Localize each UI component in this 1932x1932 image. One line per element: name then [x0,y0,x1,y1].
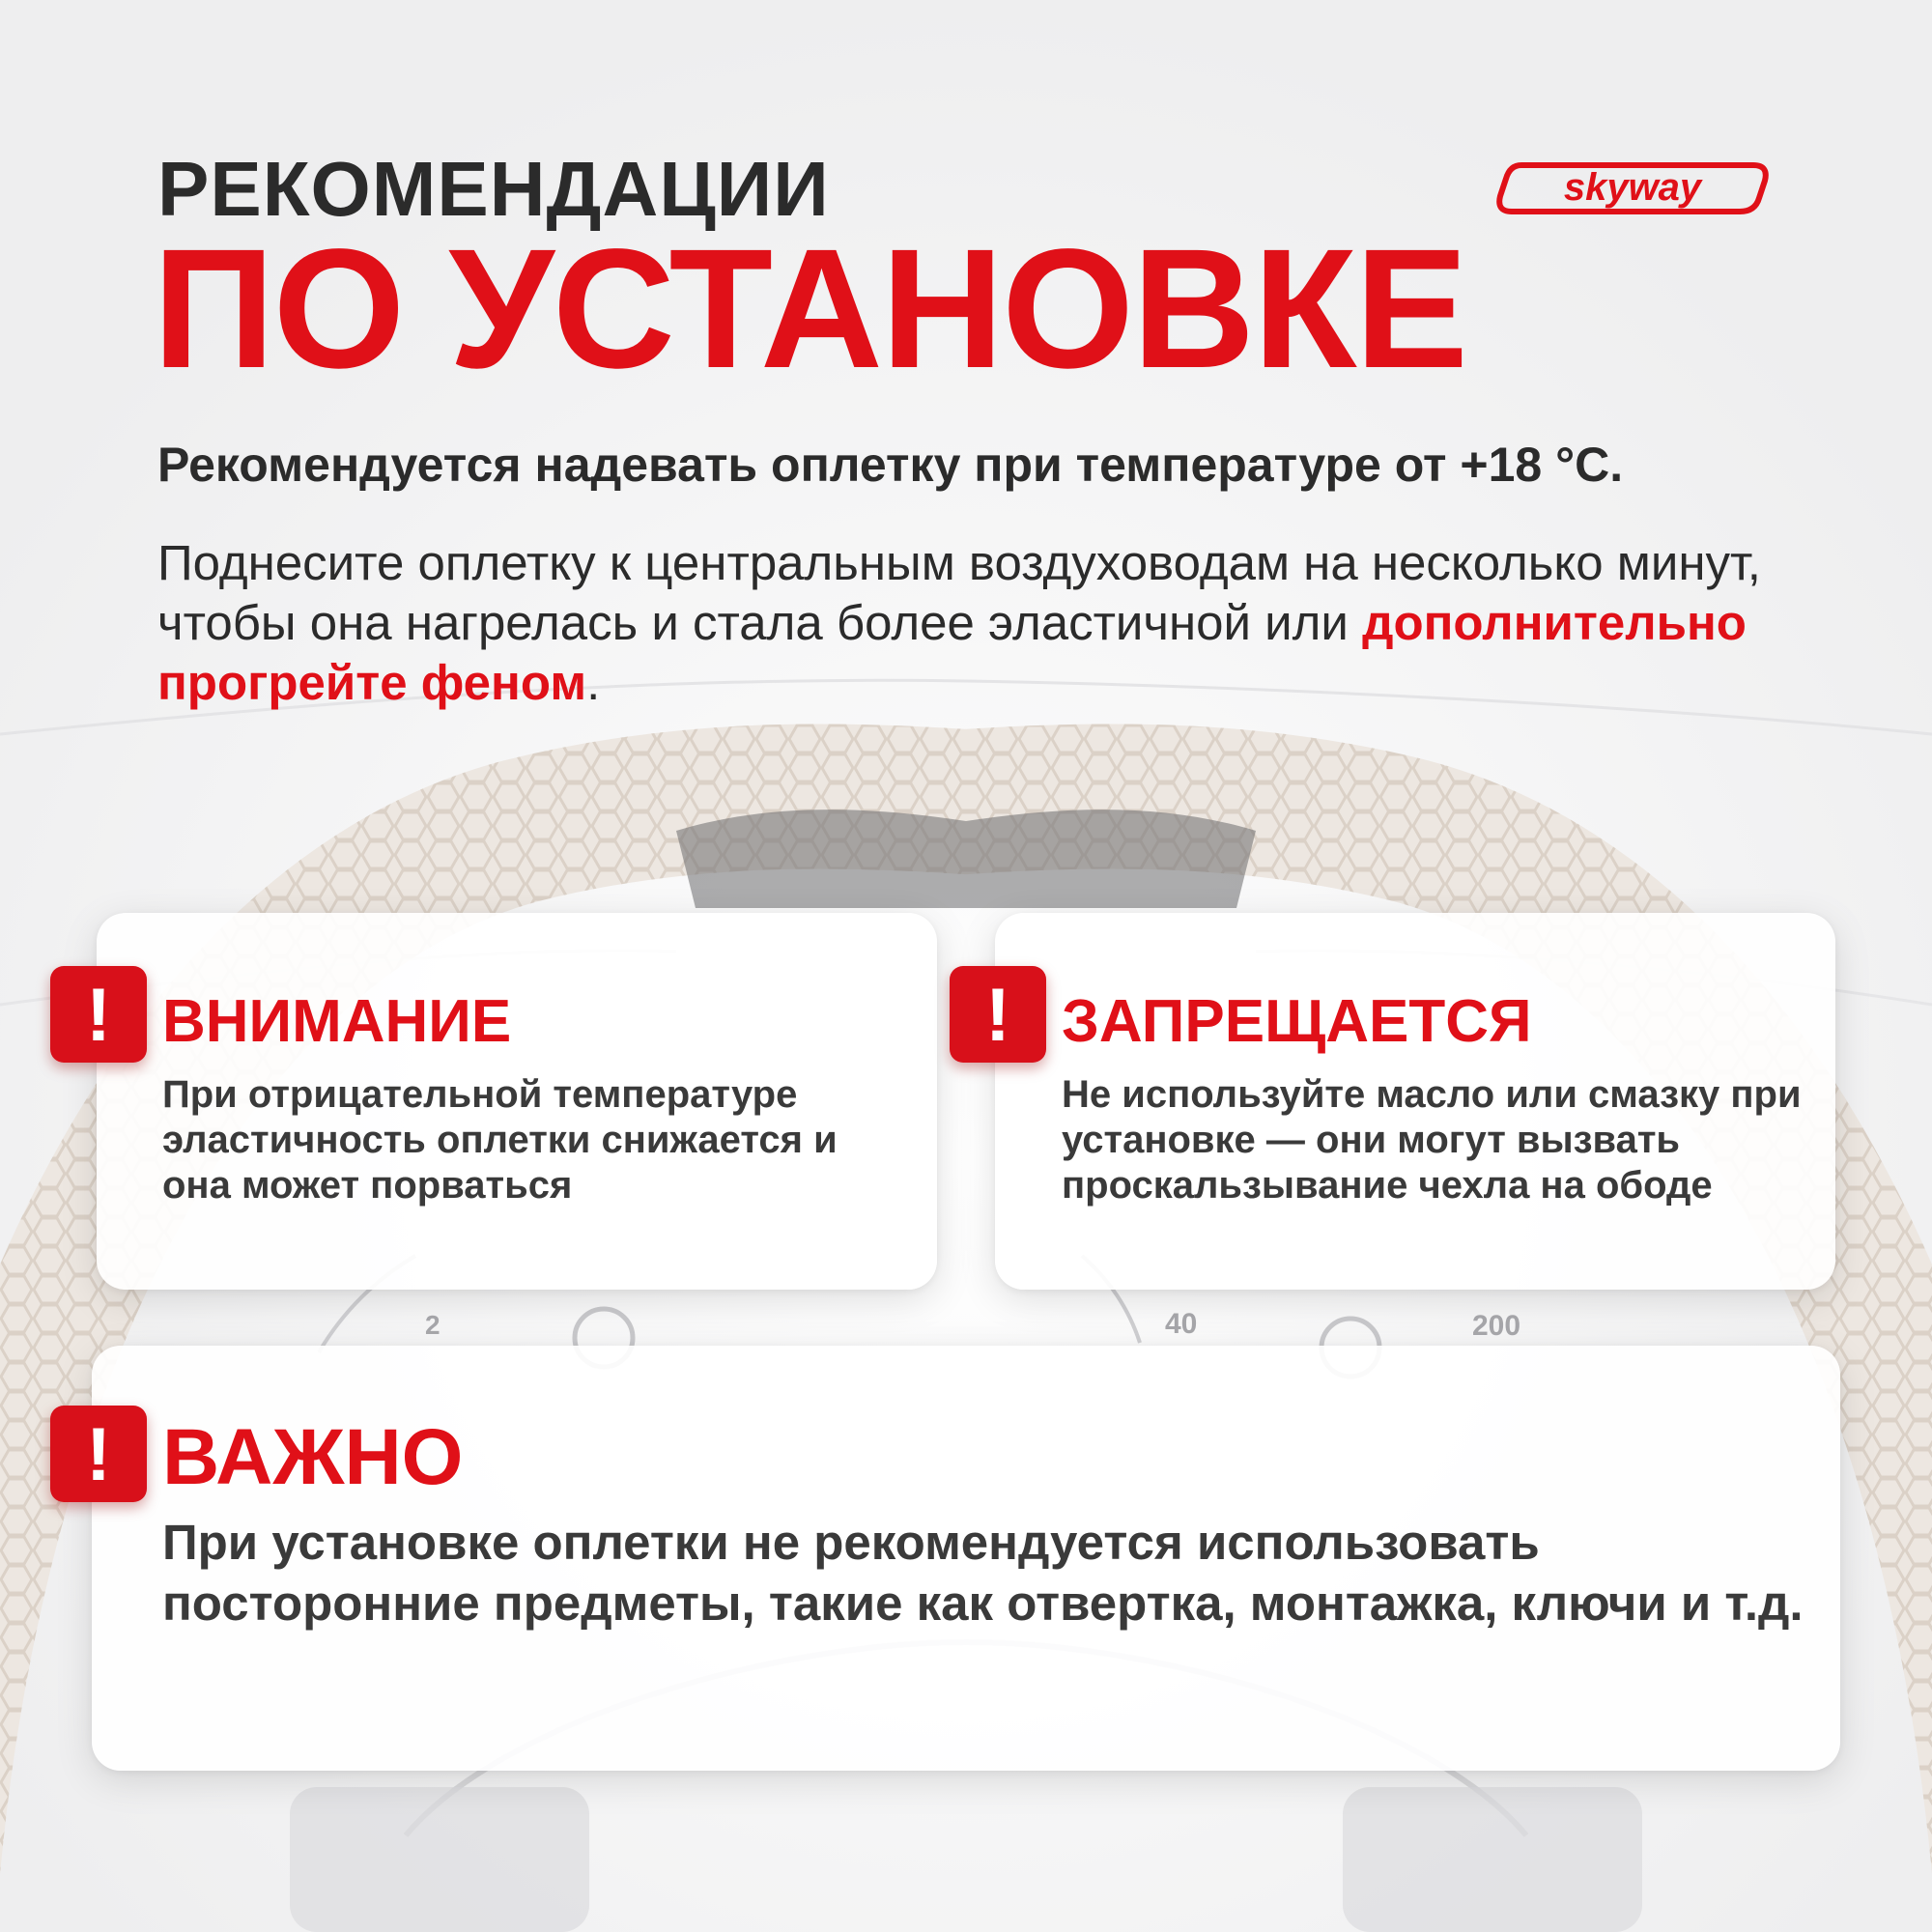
gauge-number-left: 2 [425,1310,440,1340]
attention-text: При отрицательной температуре эластичность оплетки снижается и она может порваться [162,1073,838,1207]
intro-paragraph-text: Поднесите оплетку к центральным воздуховодам на несколько минут, чтобы она нагрелась и стала более эластичной или [157,535,1761,650]
exclamation-icon: ! [50,1406,147,1502]
intro-lead: Рекомендуется надевать оплетку при температуре от +18 °С. [157,438,1624,492]
exclamation-icon: ! [50,966,147,1063]
prohibited-text: Не используйте масло или смазку при установке — они могут вызвать проскальзывание чехла на ободе [1062,1073,1802,1207]
intro-paragraph [157,533,1819,713]
logo-text: skyway [1563,166,1702,209]
intro-paragraph-end: . [586,655,601,710]
important-title: ВАЖНО [162,1413,464,1501]
gauge-number-middle: 40 [1165,1308,1198,1340]
page-title-line1: РЕКОМЕНДАЦИИ [157,146,830,232]
attention-title: ВНИМАНИЕ [162,988,512,1055]
page-title-line2: ПО УСТАНОВКЕ [153,214,1466,404]
intro-paragraph-highlight: дополнительно прогрейте феном [157,595,1747,710]
brand-logo [1492,159,1773,217]
prohibited-title: ЗАПРЕЩАЕТСЯ [1062,988,1532,1055]
gauge-number-right: 200 [1472,1310,1521,1342]
important-text: При установке оплетки не рекомендуется использовать посторонние предметы, такие как отвертка, монтажка, ключи и т.д. [162,1515,1804,1631]
exclamation-icon: ! [950,966,1046,1063]
